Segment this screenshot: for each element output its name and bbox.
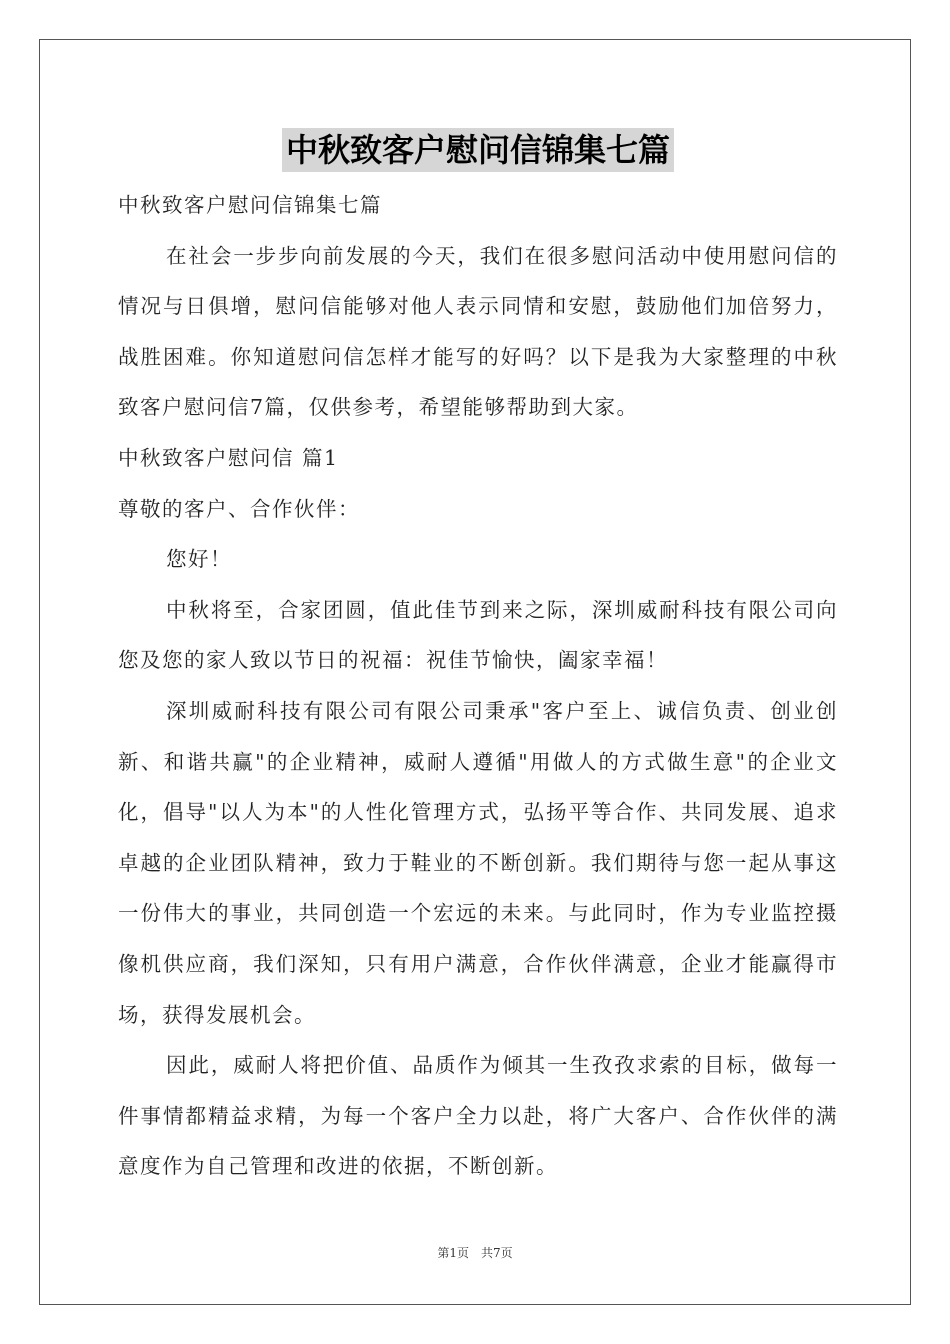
- salutation: 尊敬的客户、合作伙伴：: [118, 496, 360, 521]
- section-heading: 中秋致客户慰问信 篇1: [118, 445, 339, 470]
- paragraph: 中秋将至，合家团圆，值此佳节到来之际，深圳威耐科技有限公司向您及您的家人致以节日的祝福：祝佳节愉快，阖家幸福！: [118, 597, 838, 673]
- paragraph: 因此，威耐人将把价值、品质作为倾其一生孜孜求索的目标，做每一件事情都精益求精，为每一个客户全力以赴，将广大客户、合作伙伴的满意度作为自己管理和改进的依据，不断创新。: [118, 1053, 838, 1179]
- page-total: 共7页: [481, 1246, 513, 1260]
- page-number: 第1页: [437, 1246, 469, 1260]
- paragraph: 在社会一步步向前发展的今天，我们在很多慰问活动中使用慰问信的情况与日俱增，慰问信能够对他人表示同情和安慰，鼓励他们加倍努力，战胜困难。你知道慰问信怎样才能写的好吗？以下是我为大家整理的中秋致客户慰问信7篇，仅供参考，希望能够帮助到大家。: [118, 243, 838, 420]
- document-body: [118, 120, 838, 1192]
- document-title-text: 中秋致客户慰问信锦集七篇: [282, 128, 674, 172]
- paragraph: 中秋致客户慰问信锦集七篇: [118, 193, 382, 217]
- paragraph: 深圳威耐科技有限公司有限公司秉承"客户至上、诚信负责、创业创新、和谐共赢"的企业精神，威耐人遵循"用做人的方式做生意"的企业文化，倡导"以人为本"的人性化管理方式，弘扬平等合作、共同发展、追求卓越的企业团队精神，致力于鞋业的不断创新。我们期待与您一起从事这一份伟大的事业，共同创造一个宏远的未来。与此同时，作为专业监控摄像机供应商，我们深知，只有用户满意，合作伙伴满意，企业才能赢得市场，获得发展机会。: [118, 698, 838, 1027]
- page-footer: [0, 1244, 950, 1261]
- document-title: [118, 120, 838, 180]
- greeting: 您好！: [166, 547, 232, 572]
